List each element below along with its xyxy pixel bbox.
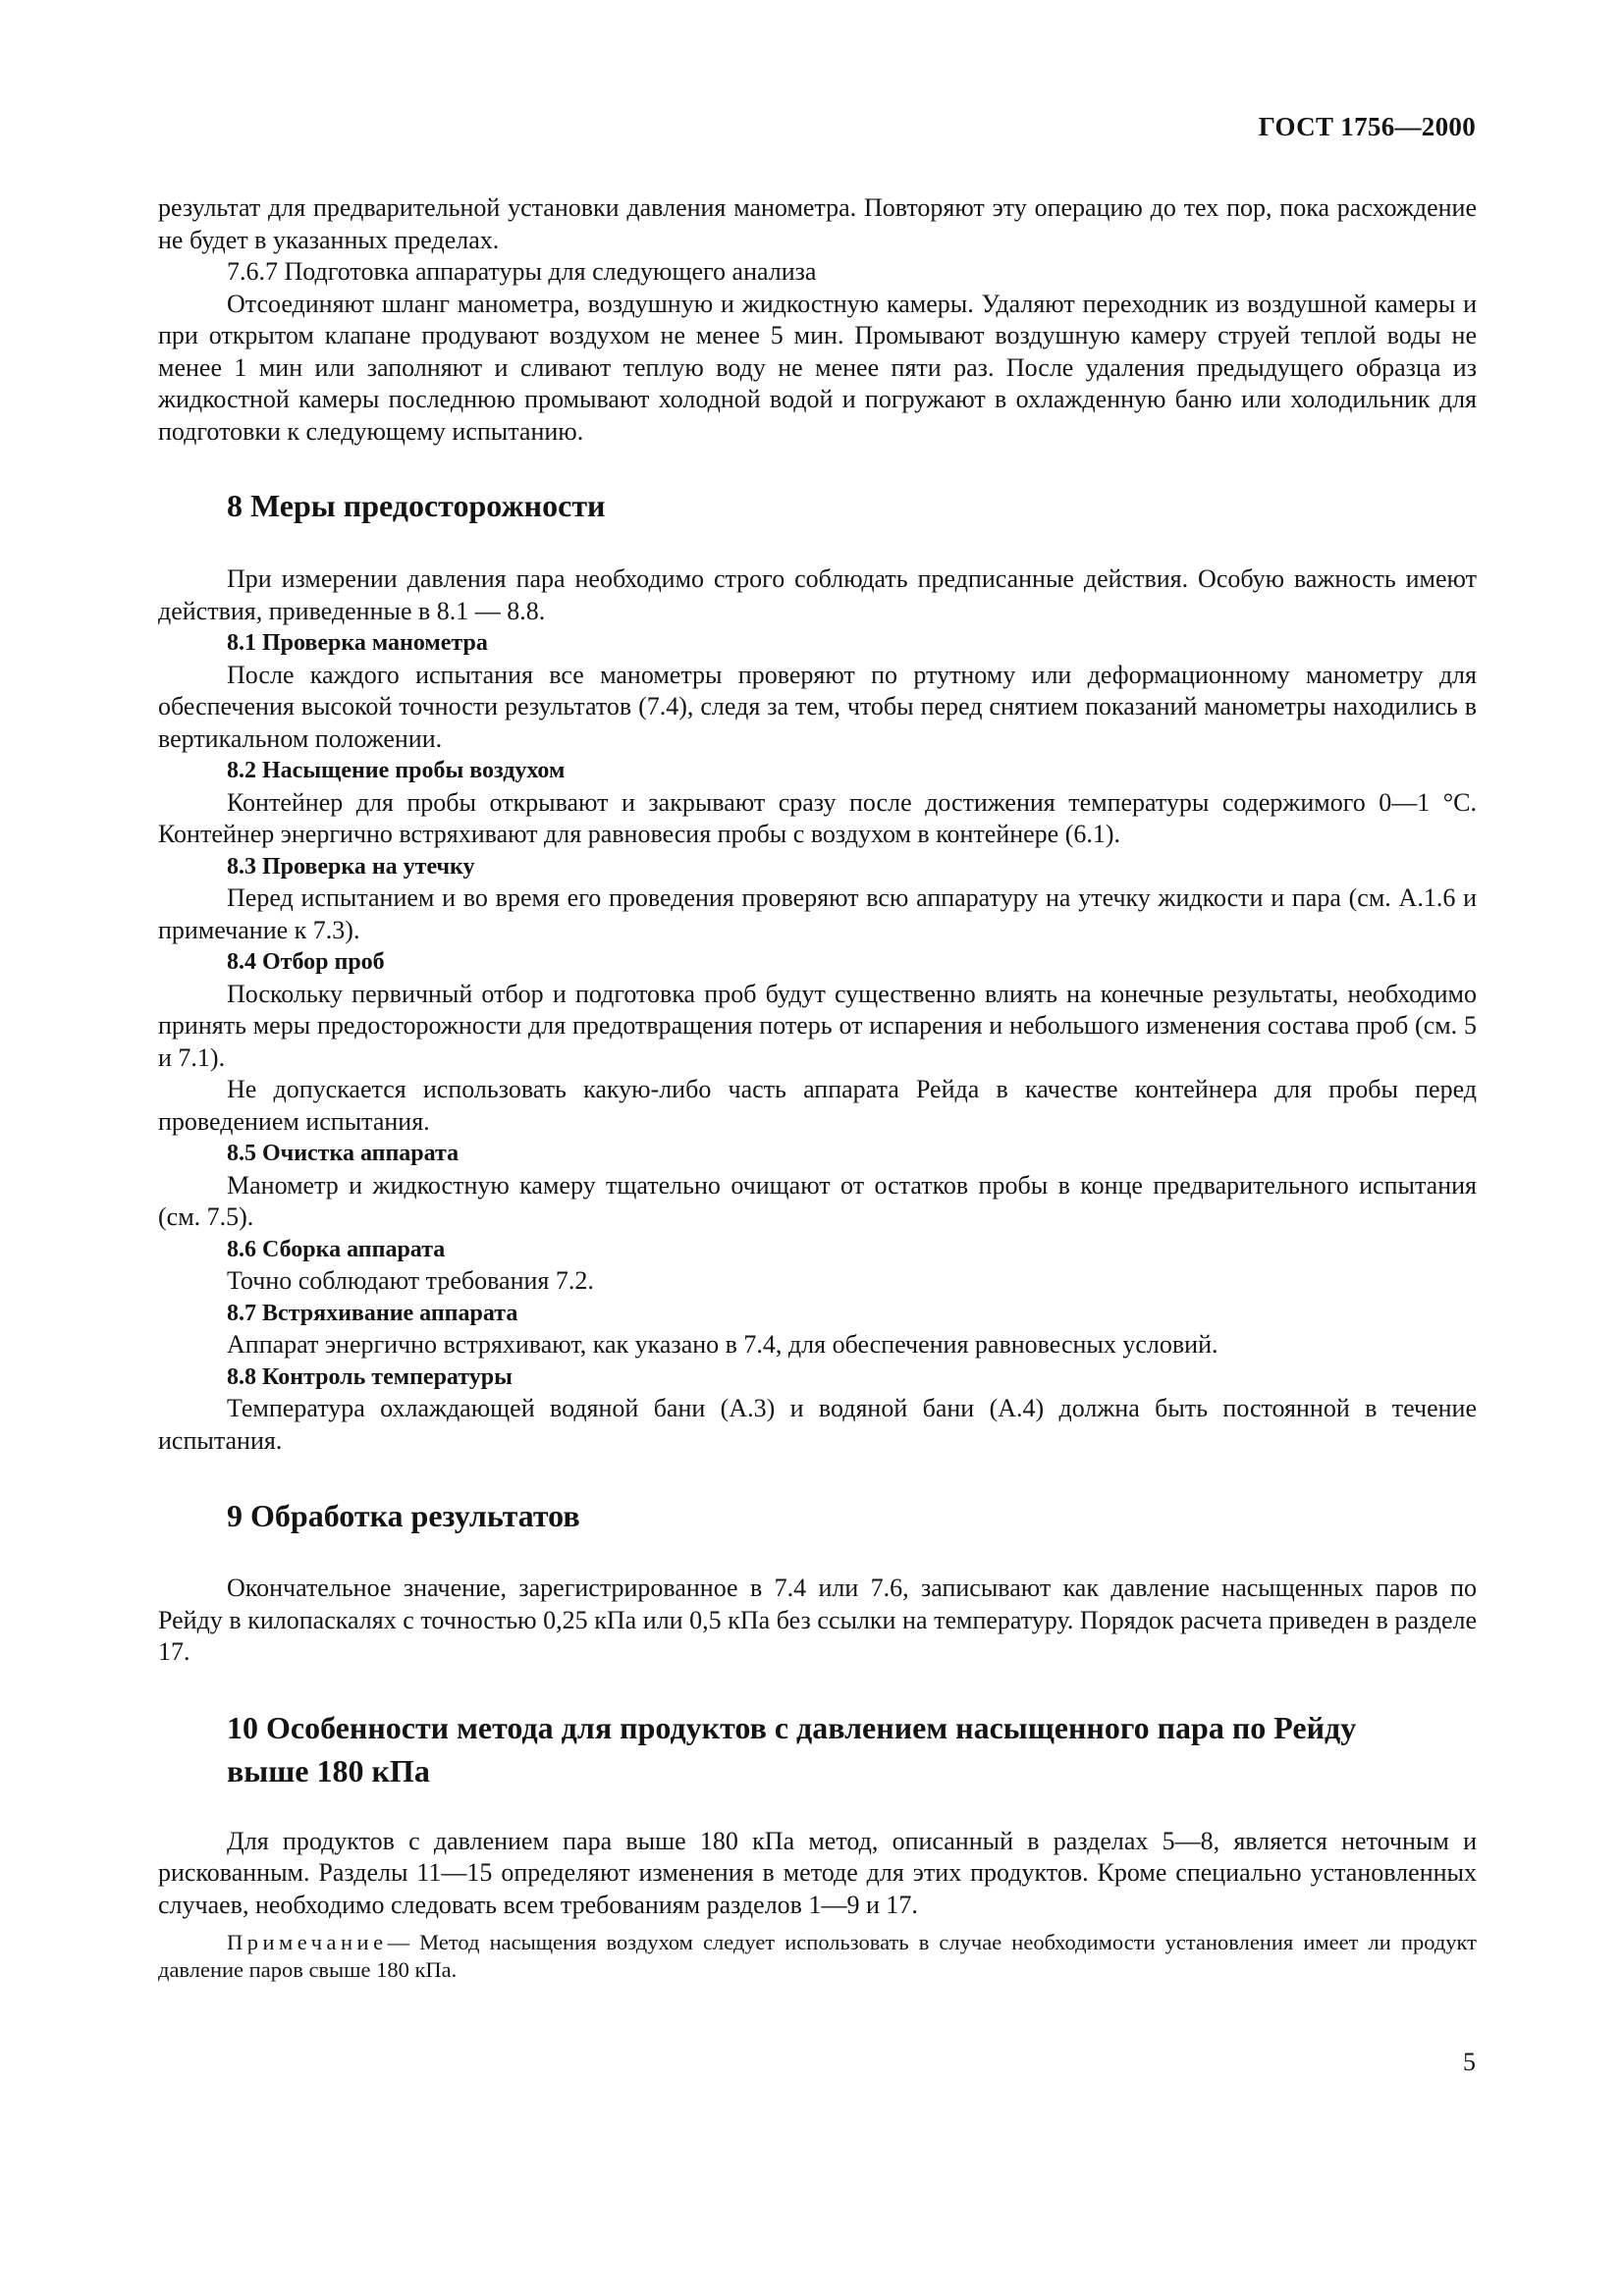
clause-8-5-text: Манометр и жидкостную камеру тщательно очищают от остатков пробы в конце предварительного испытания (см. 7.5). [158, 1170, 1477, 1231]
note-label: Примечание [227, 1930, 388, 1954]
section-10-heading [158, 1706, 1477, 1792]
clause-8-4-text-a: Поскольку первичный отбор и подготовка проб будут существенно влиять на конечные результаты, необходимо принять меры предосторожности для предотвращения потерь от испарения и небольшого изменения состава проб (см. 5 и 7.1). [158, 979, 1477, 1072]
clause-8-2-heading: 8.2 Насыщение пробы воздухом [227, 758, 566, 783]
clause-8-7-heading: 8.7 Встряхивание аппарата [227, 1300, 518, 1326]
clause-8-4-heading: 8.4 Отбор проб [227, 949, 385, 975]
clause-8-3-heading: 8.3 Проверка на утечку [227, 853, 475, 880]
section-9-text: Окончательное значение, зарегистрированное в 7.4 или 7.6, записывают как давление насыщенных паров по Рейду в килопаскалях с точностью 0,25 кПа или 0,5 кПа без ссылки на температуру. Порядок расчета приведен в разделе 17. [158, 1574, 1477, 1666]
clause-8-5-heading: 8.5 Очистка аппарата [227, 1141, 460, 1166]
clause-8-1-heading: 8.1 Проверка манометра [227, 630, 488, 656]
subsection-7-6-7-title: 7.6.7 Подготовка аппаратуры для следующего анализа [227, 257, 817, 286]
clause-8-2-text: Контейнер для пробы открывают и закрывают сразу после достижения температуры содержимого 0—1 °С. Контейнер энергично встряхивают для равновесия пробы с воздухом в контейнере (6.1). [158, 787, 1477, 848]
page-number: 5 [1463, 2048, 1476, 2076]
note-text: — Метод насыщения воздухом следует использовать в случае необходимости установления имеет ли продукт давление паров свыше 180 кПа. [158, 1930, 1477, 1982]
clause-8-1-text: После каждого испытания все манометры проверяют по ртутному или деформационному манометру для обеспечения высокой точности результатов (7.4), следя за тем, чтобы перед снятием показаний манометры находились в вертикальном положении. [158, 660, 1477, 753]
page-body [158, 192, 1477, 1984]
clause-8-7-text: Аппарат энергично встряхивают, как указано в 7.4, для обеспечения равновесных условий. [227, 1330, 1218, 1359]
clause-8-4-text-b: Не допускается использовать какую-либо часть аппарата Рейда в качестве контейнера для пробы перед проведением испытания. [158, 1075, 1477, 1136]
section-8-heading: 8 Меры предосторожности [227, 488, 606, 523]
clause-8-3-text: Перед испытанием и во время его проведения проверяют всю аппаратуру на утечку жидкости и пара (см. А.1.6 и примечание к 7.3). [158, 883, 1477, 944]
clause-8-8-text: Температура охлаждающей водяной бани (А.3) и водяной бани (А.4) должна быть постоянной в течение испытания. [158, 1394, 1477, 1455]
section-10-text: Для продуктов с давлением пара выше 180 кПа метод, описанный в разделах 5—8, является неточным и рискованным. Разделы 11—15 определяют изменения в методе для этих продуктов. Кроме специально установленных случаев, необходимо следовать всем требованиям разделов 1—9 и 17. [158, 1826, 1477, 1919]
continued-paragraph: результат для предварительной установки давления манометра. Повторяют эту операцию до тех пор, пока расхождение не будет в указанных пределах. [158, 193, 1477, 254]
clause-8-6-text: Точно соблюдают требования 7.2. [227, 1266, 594, 1295]
section-10-note [158, 1929, 1477, 1984]
subsection-7-6-7-text: Отсоединяют шланг манометра, воздушную и жидкостную камеры. Удаляют переходник из воздушной камеры и при открытом клапане продувают воздухом не менее 5 мин. Промывают воздушную камеру струей теплой воды не менее 1 мин или заполняют и сливают теплую воду не менее пяти раз. После удаления предыдущего образца из жидкостной камеры последнюю промывают холодной водой и погружают в охлажденную баню или холодильник для подготовки к следующему испытанию. [158, 289, 1477, 446]
section-8-intro: При измерении давления пара необходимо строго соблюдать предписанные действия. Особую важность имеют действия, приведенные в 8.1 — 8.8. [158, 564, 1477, 625]
section-10-heading-line-2: выше 180 кПа [227, 1752, 430, 1789]
clause-8-8-heading: 8.8 Контроль температуры [227, 1363, 513, 1390]
document-code-header: ГОСТ 1756—2000 [1258, 112, 1476, 141]
section-9-heading: 9 Обработка результатов [227, 1498, 580, 1533]
section-10-heading-line-1: 10 Особенности метода для продуктов с давлением насыщенного пара по Рейду [227, 1709, 1357, 1745]
clause-8-6-heading: 8.6 Сборка аппарата [227, 1236, 446, 1262]
